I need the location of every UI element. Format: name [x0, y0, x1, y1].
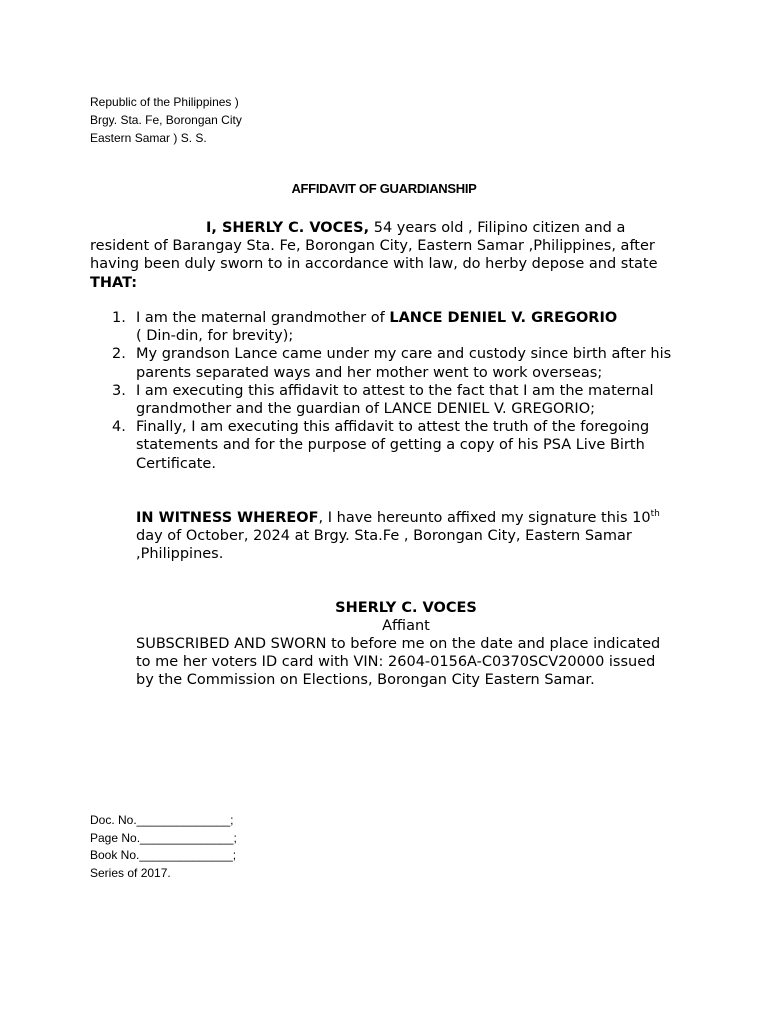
list-item-text: Finally, I am executing this affidavit to attest the truth of the foregoing statements and for the purpose of getting a copy of his PSA Live Birth Certificate.: [136, 419, 650, 472]
series-line: Series of 2017.: [90, 865, 171, 880]
intro-paragraph: [90, 219, 680, 292]
affiant-name-text: SHERLY C. VOCES: [335, 600, 477, 616]
document-title: AFFIDAVIT OF GUARDIANSHIP: [291, 181, 477, 196]
witness-text-2: day of October, 2024 at Brgy. Sta.Fe , Borongan City, Eastern Samar ,Philippines.: [136, 528, 632, 563]
statement-list: [90, 309, 680, 473]
list-item: [90, 309, 680, 345]
intro-text: 54 years old , Filipino citizen and a resident of Barangay Sta. Fe, Borongan City, Eastern Samar ,Philippines, after having been duly sworn to in accordance with law, do herby depose and state: [90, 220, 658, 273]
affiant-intro-name: I, SHERLY C. VOCES,: [206, 220, 370, 236]
list-item-text: My grandson Lance came under my care and custody since birth after his parents separated ways and her mother went to work overseas;: [136, 346, 672, 381]
page-number-line: Page No.______________;: [90, 830, 237, 845]
venue-line-3: Eastern Samar ) S. S.: [90, 131, 207, 145]
venue-line-2: Brgy. Sta. Fe, Borongan City: [90, 113, 242, 127]
book-number-line: Book No.______________;: [90, 848, 237, 863]
venue-line-1: Republic of the Philippines ): [90, 95, 239, 109]
list-item-number: 3.: [112, 382, 126, 399]
witness-heading: IN WITNESS WHEREOF: [136, 510, 319, 526]
doc-number-line: Doc. No.______________;: [90, 813, 234, 827]
witness-text-1: , I have hereunto affixed my signature this 10: [318, 510, 651, 526]
list-item: [90, 418, 680, 473]
jurat-paragraph: SUBSCRIBED AND SWORN to before me on the date and place indicated to me her voters ID card with VIN: 2604-0156A-C0370SCV20000 issued by the Commission on Elections, Borongan City Eastern Samar.: [136, 636, 661, 689]
list-item-text-after: ( Din-din, for brevity);: [136, 328, 294, 345]
venue-block: [90, 93, 242, 147]
child-name: LANCE DENIEL V. GREGORIO: [389, 310, 618, 326]
list-item: [90, 382, 680, 418]
list-item-number: 2.: [112, 346, 126, 363]
list-item-text: I am executing this affidavit to attest to the fact that I am the maternal grandmother and the guardian of LANCE DENIEL V. GREGORIO;: [136, 382, 654, 418]
intro-that: THAT:: [90, 274, 138, 291]
affiant-label: Affiant: [382, 618, 430, 634]
notarial-register-block: [90, 812, 237, 882]
list-item-number: 4.: [112, 419, 126, 436]
affiant-name: [136, 599, 676, 617]
witness-paragraph: [136, 509, 676, 564]
list-item-number: 1.: [112, 310, 126, 326]
list-item: [90, 345, 680, 381]
list-item-text: I am the maternal grandmother of: [136, 310, 390, 326]
witness-ordinal-suffix: th: [650, 509, 660, 520]
